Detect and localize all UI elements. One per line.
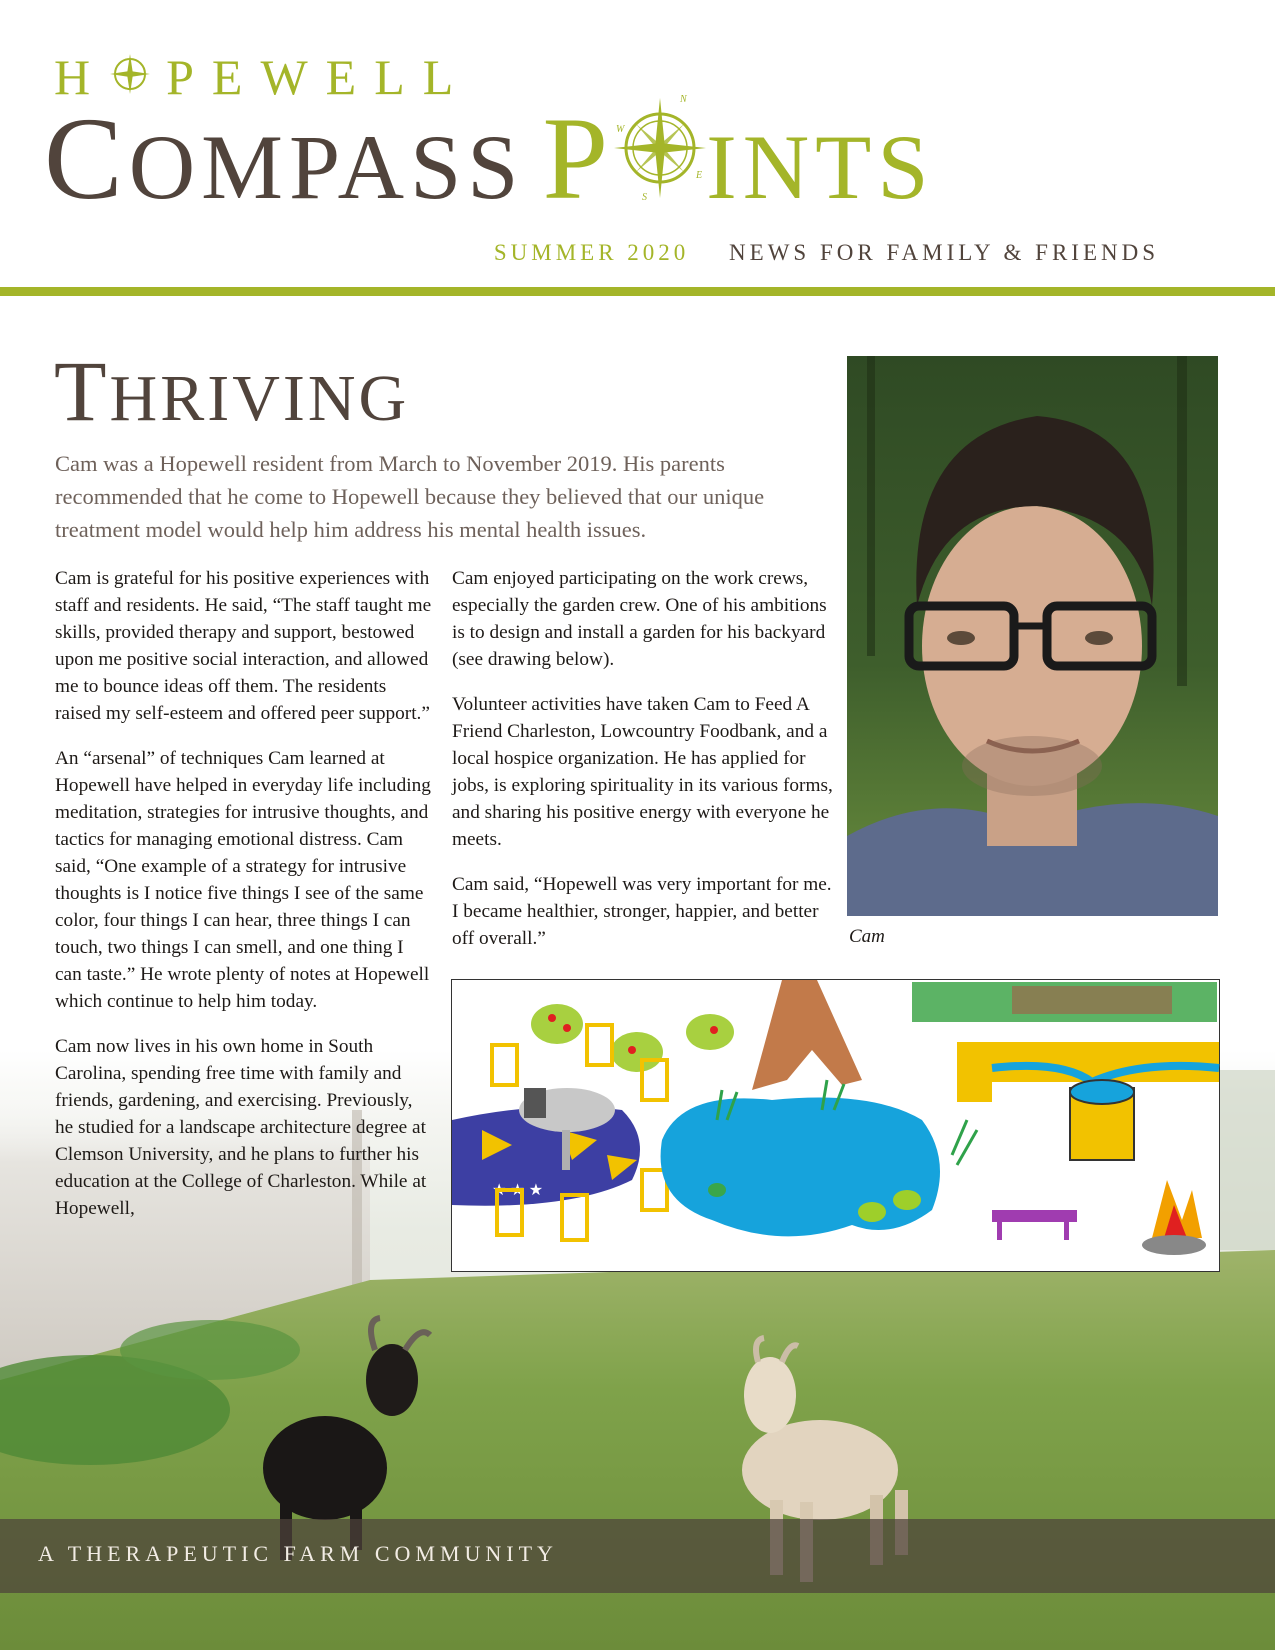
- article-column-1: [55, 565, 433, 1240]
- svg-text:★ ★ ★: ★ ★ ★: [492, 1182, 544, 1199]
- paragraph: Cam enjoyed participating on the work crews, especially the garden crew. One of his ambitions is to design and install a garden for his backyard (see drawing below).: [452, 568, 827, 670]
- compass-s-letter: S: [642, 192, 654, 203]
- newsletter-title: [44, 93, 935, 224]
- issue-line: [494, 240, 1159, 266]
- article-column-2: [452, 565, 837, 970]
- masthead-tagline: NEWS FOR FAMILY & FRIENDS: [729, 240, 1159, 265]
- paragraph: Volunteer activities have taken Cam to Feed A Friend Charleston, Lowcountry Foodbank, and a local hospice organization. He has applied for jobs, is exploring spirituality in its various forms, and sharing his positive energy with everyone he meets.: [452, 694, 833, 850]
- compass-rose-icon: [614, 94, 709, 203]
- paragraph: Cam now lives in his own home in South Carolina, spending free time with family and friends, gardening, and exercising. Previously, he studied for a landscape architecture degree at Clemson University, and he plans to further his education at the College of Charleston. While at Hopewell,: [55, 1036, 427, 1219]
- title-points: P N E S W INTS: [542, 93, 935, 224]
- compass-w-letter: W: [616, 124, 631, 135]
- paragraph: Cam said, “Hopewell was very important for me. I became healthier, stronger, happier, and better off overall.”: [452, 874, 832, 949]
- issue-season: SUMMER 2020: [493, 240, 690, 265]
- compass-rose-small-icon: [108, 52, 152, 92]
- photo-caption: Cam: [849, 926, 885, 947]
- compass-n-letter: N: [680, 94, 693, 105]
- footer-tagline: A THERAPEUTIC FARM COMMUNITY: [38, 1541, 558, 1566]
- paragraph: Cam is grateful for his positive experiences with staff and residents. He said, “The staff taught me skills, provided therapy and support, bestowed upon me positive social interaction, and allowed me to bounce ideas off them. The residents raised my self-esteem and offered peer support.”: [55, 568, 432, 724]
- article-headline: THRIVING: [54, 343, 410, 439]
- masthead-divider: [0, 287, 1275, 296]
- paragraph: An “arsenal” of techniques Cam learned at Hopewell have helped in everyday life including meditation, strategies for intrusive thoughts, and tactics for managing emotional distress. Cam said, “One example of a strategy for intrusive thoughts is I notice five things I see of the same color, four things I can hear, three things I can touch, two things I can smell, and one thing I can taste.” He wrote plenty of notes at Hopewell which continue to help him today.: [55, 748, 431, 1012]
- footer-band: [0, 1519, 1275, 1593]
- compass-e-letter: E: [696, 170, 709, 181]
- title-compass: COMPASS: [44, 93, 525, 224]
- garden-design-drawing: [451, 979, 1220, 1272]
- cam-portrait-photo: [847, 356, 1218, 916]
- brand-wordmark: H PEWELL: [54, 49, 472, 105]
- article-lede: Cam was a Hopewell resident from March to November 2019. His parents recommended that he come to Hopewell because they believed that our unique treatment model would help him address his mental health issues.: [55, 451, 765, 542]
